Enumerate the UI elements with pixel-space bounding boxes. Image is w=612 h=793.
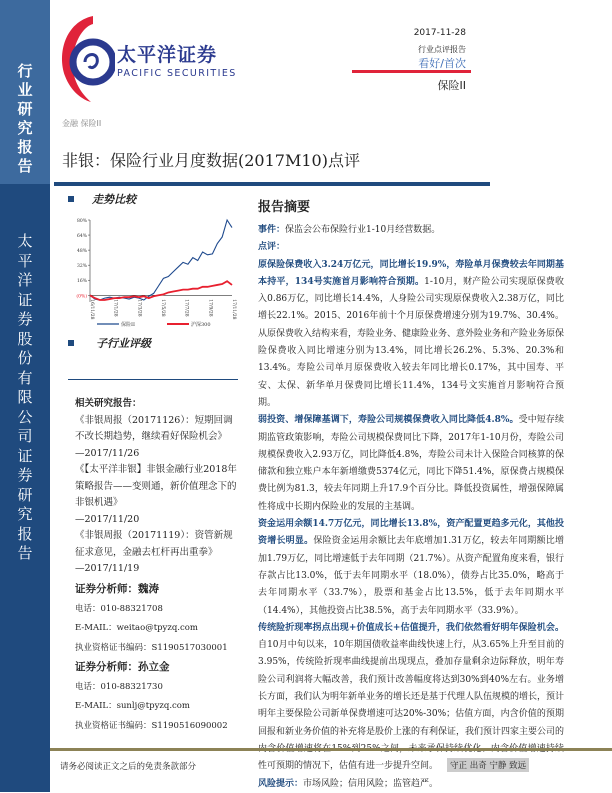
footer-divider	[50, 748, 612, 751]
footer-motto: 守正 出奇 宁静 致远	[447, 758, 529, 772]
summary-paragraph	[258, 257, 564, 413]
related-item[interactable]	[75, 462, 240, 528]
y-tick-label: 16%	[76, 279, 87, 285]
sidebar-char: 份	[17, 349, 33, 367]
paragraph-text: 保险资金运用余额比去年底增加1.31万亿，较去年同期额比增加1.79万亿，同比增速低于去年同期（21.7%）。从资产配置角度来看，银行存款占比13.0%，低于去年同期水平（18.0%），债券占比35.0%，略高于去年同期水平（33.7%），股票和基金占比13.5%，低于去年同期水平（14.4%），其他投资占比38.5%，高于去年同期水平（33.9%）。	[258, 536, 564, 616]
pacific-securities-logo-icon	[55, 14, 115, 104]
sidebar-char: 券	[17, 310, 33, 328]
x-tick-label: 17/3/28	[136, 299, 142, 317]
sidebar-char: 研	[17, 485, 33, 504]
sidebar-char: 告	[17, 157, 33, 175]
paragraph-lead: 资金运用余额14.7万亿元，同比增长13.8%，资产配置更趋多元化，其他投资增长明显。	[258, 519, 564, 547]
analyst-phone: 电话：010-88321708	[75, 603, 163, 614]
analyst-phone: 电话：010-88321730	[75, 681, 163, 692]
sidebar-char: 证	[17, 290, 33, 309]
sidebar-char: 限	[17, 388, 33, 406]
sidebar-char: 证	[17, 446, 33, 465]
trend-chart	[62, 210, 247, 330]
sidebar-char: 究	[17, 505, 33, 523]
paragraph-lead: 传统险折现率拐点出现+价值成长+估值提升，我们依然看好明年保险机会。	[258, 622, 564, 633]
related-title[interactable]: 《【太平洋非银】非银金融行业2018年策略报告——变则通，新价值理念下的非银机遇》	[75, 464, 237, 508]
sidebar-char: 太	[17, 232, 33, 250]
related-item[interactable]	[75, 413, 240, 463]
rating: 看好/首次	[418, 57, 466, 70]
series-line-insurance	[90, 220, 232, 300]
paragraph-lead: 原保险保费收入3.24万亿元，同比增长19.9%，寿险单月保费较去年同期基本持平，134号实施首月影响符合预期。	[258, 259, 564, 287]
trend-heading: 走势比较	[92, 193, 136, 206]
related-date: —2017/11/20	[75, 513, 140, 525]
sidebar-char: 报	[17, 524, 33, 543]
report-date: 2017-11-28	[413, 28, 466, 38]
analyst-card	[75, 580, 240, 658]
sidebar-char: 告	[17, 544, 33, 562]
report-type: 行业点评报告	[418, 45, 466, 54]
risk-text: 市场风险；信用风险；监管趋严。	[303, 778, 439, 789]
summary-paragraph	[258, 620, 564, 776]
x-tick-label: 17/11/28	[231, 299, 236, 320]
y-tick-label: 64%	[76, 234, 87, 240]
event-line	[258, 222, 564, 239]
sidebar-char: 究	[17, 119, 33, 137]
header-divider	[352, 70, 471, 73]
analyst-email[interactable]: E-MAIL：sunlj@tpyzq.com	[75, 701, 190, 711]
related-heading: 相关研究报告：	[75, 398, 142, 409]
summary-paragraph	[258, 516, 564, 620]
title-divider	[54, 182, 490, 186]
sidebar-char: 券	[17, 466, 33, 484]
sidebar-char: 公	[17, 407, 33, 426]
analyst-name: 证券分析师：孙立金	[75, 661, 170, 673]
related-date: —2017/11/26	[75, 447, 140, 459]
sidebar-char: 平	[17, 251, 33, 270]
risk-label: 风险提示：	[258, 778, 304, 789]
legend-label: 沪深300	[191, 321, 211, 328]
related-item[interactable]	[75, 528, 240, 578]
sector: 保险II	[437, 79, 466, 92]
comment-label: 点评：	[258, 242, 286, 253]
x-tick-label: 17/5/28	[160, 299, 165, 317]
related-title[interactable]: 《非银周报（20171126）：短期回调不改长期趋势，继续看好保险机会》	[75, 414, 233, 442]
paragraph-lead: 弱投资、增保障基调下，寿险公司规模保费收入同比降低4.8%。	[258, 415, 519, 426]
analyst-name: 证券分析师：魏涛	[75, 583, 159, 595]
summary-heading: 报告摘要	[258, 200, 311, 215]
footer-disclaimer[interactable]: 请务必阅读正文之后的免责条款部分	[60, 762, 197, 772]
subrating-heading: 子行业评级	[96, 337, 151, 350]
y-tick-label: 48%	[76, 249, 87, 255]
page-title: 非银：保险行业月度数据(2017M10)点评	[62, 151, 360, 170]
legend-label: 保险II	[121, 321, 135, 328]
sidebar-char: 股	[17, 329, 33, 348]
event-text: 保监会公布保险行业1-10月经营数据。	[285, 225, 441, 235]
sidebar-char: 洋	[17, 271, 33, 289]
related-date: —2017/11/19	[75, 563, 140, 574]
x-tick-label: 17/7/28	[183, 299, 189, 317]
y-tick-label: (0%)	[76, 294, 87, 300]
risk-line	[258, 776, 564, 793]
sidebar-char: 研	[17, 100, 33, 118]
breadcrumb: 金融 保险II	[62, 119, 102, 128]
y-tick-label: 32%	[76, 264, 87, 270]
bullet-square-icon	[68, 340, 74, 346]
summary-body	[258, 222, 564, 793]
summary-paragraph	[258, 412, 564, 516]
event-label: 事件：	[258, 225, 286, 235]
analyst-license: 执业资格证书编码：S1190517030001	[75, 642, 228, 653]
x-tick-label: 17/9/28	[207, 299, 213, 317]
sidebar-char: 司	[17, 427, 33, 445]
analyst-email[interactable]: E-MAIL：weitao@tpyzq.com	[75, 623, 198, 633]
left-divider	[68, 379, 238, 380]
sidebar-char: 报	[17, 138, 33, 156]
y-tick-label: 80%	[76, 219, 87, 224]
sidebar-char: 业	[17, 81, 33, 99]
sidebar-char: 行	[17, 62, 33, 80]
sidebar-char: 有	[17, 368, 33, 387]
x-tick-label: 17/1/28	[112, 299, 118, 317]
bullet-square-icon	[68, 196, 74, 202]
related-reports	[75, 396, 240, 578]
sidebar-top-label	[0, 62, 50, 176]
analyst-card	[75, 658, 240, 736]
brand-name-en: PACIFIC SECURITIES	[117, 68, 237, 79]
paragraph-text: 1-10月，财产险公司实现原保费收入0.86万亿，同比增长14.4%，人身险公司实现原保费收入2.38万亿，同比增长22.1%。2015、2016年前十个月原保费增速分别为19.7%、30.4%。从原保费收入结构来看，寿险业务、健康险业务、意外险业务和产险业务原保险保费收入同比增速分别为13.4%，同比增长26.2%、5.3%、20.3%和13.4%。寿险公司单月原保费收入较去年同比增长0.17%，其中国寿、平安、太保、新华单月保费同比增长11.4%，134号文实施首月影响符合预期。	[258, 276, 565, 408]
paragraph-text: 自10月中旬以来，10年期国债收益率曲线快速上行，从3.65%上升至目前的3.95%，传统险折现率曲线提前出现现点，叠加存量剩余边际释放，明年寿险公司利润将大幅改善，我们预计改善幅度将达到30%到40%左右。业务增长方面，我们认为明年新单业务的增长还是基于代理人队伍规模的增长，预计明年主要保险公司新单保费增速可达20%-30%；估值方面，内含价值的预期回报和新业务价值的补充将是股价上涨的有利保证，我们预计四家主要公司的 性可预期的情况下，估值有进一步提升空间。	[258, 640, 565, 772]
x-tick-label: 16/11/28	[89, 299, 94, 320]
brand-name-cn: 太平洋证券	[117, 44, 218, 66]
sidebar-bottom-label	[0, 232, 50, 564]
related-title[interactable]: 《非银周报（20171119）：资管新规征求意见，金融去杠杆再出重拳》	[75, 530, 233, 558]
analyst-license: 执业资格证书编码：S1190516090002	[75, 720, 228, 731]
paragraph-text: 受中短存续期监管政策影响，寿险公司规模保费同比下降，2017年1-10月份，寿险公司规模保费收入2.93万亿，同比降低4.8%，寿险公司未计入保险合同核算的保储款和独立账户本年新增缴费5374亿元，同比下降51.4%，原保费占规模保费比例为81.3，较去年同期上升17.9个百分比。降低投资属性，增强保障属性将成中长期内保险业的发展的主基调。	[258, 415, 564, 512]
